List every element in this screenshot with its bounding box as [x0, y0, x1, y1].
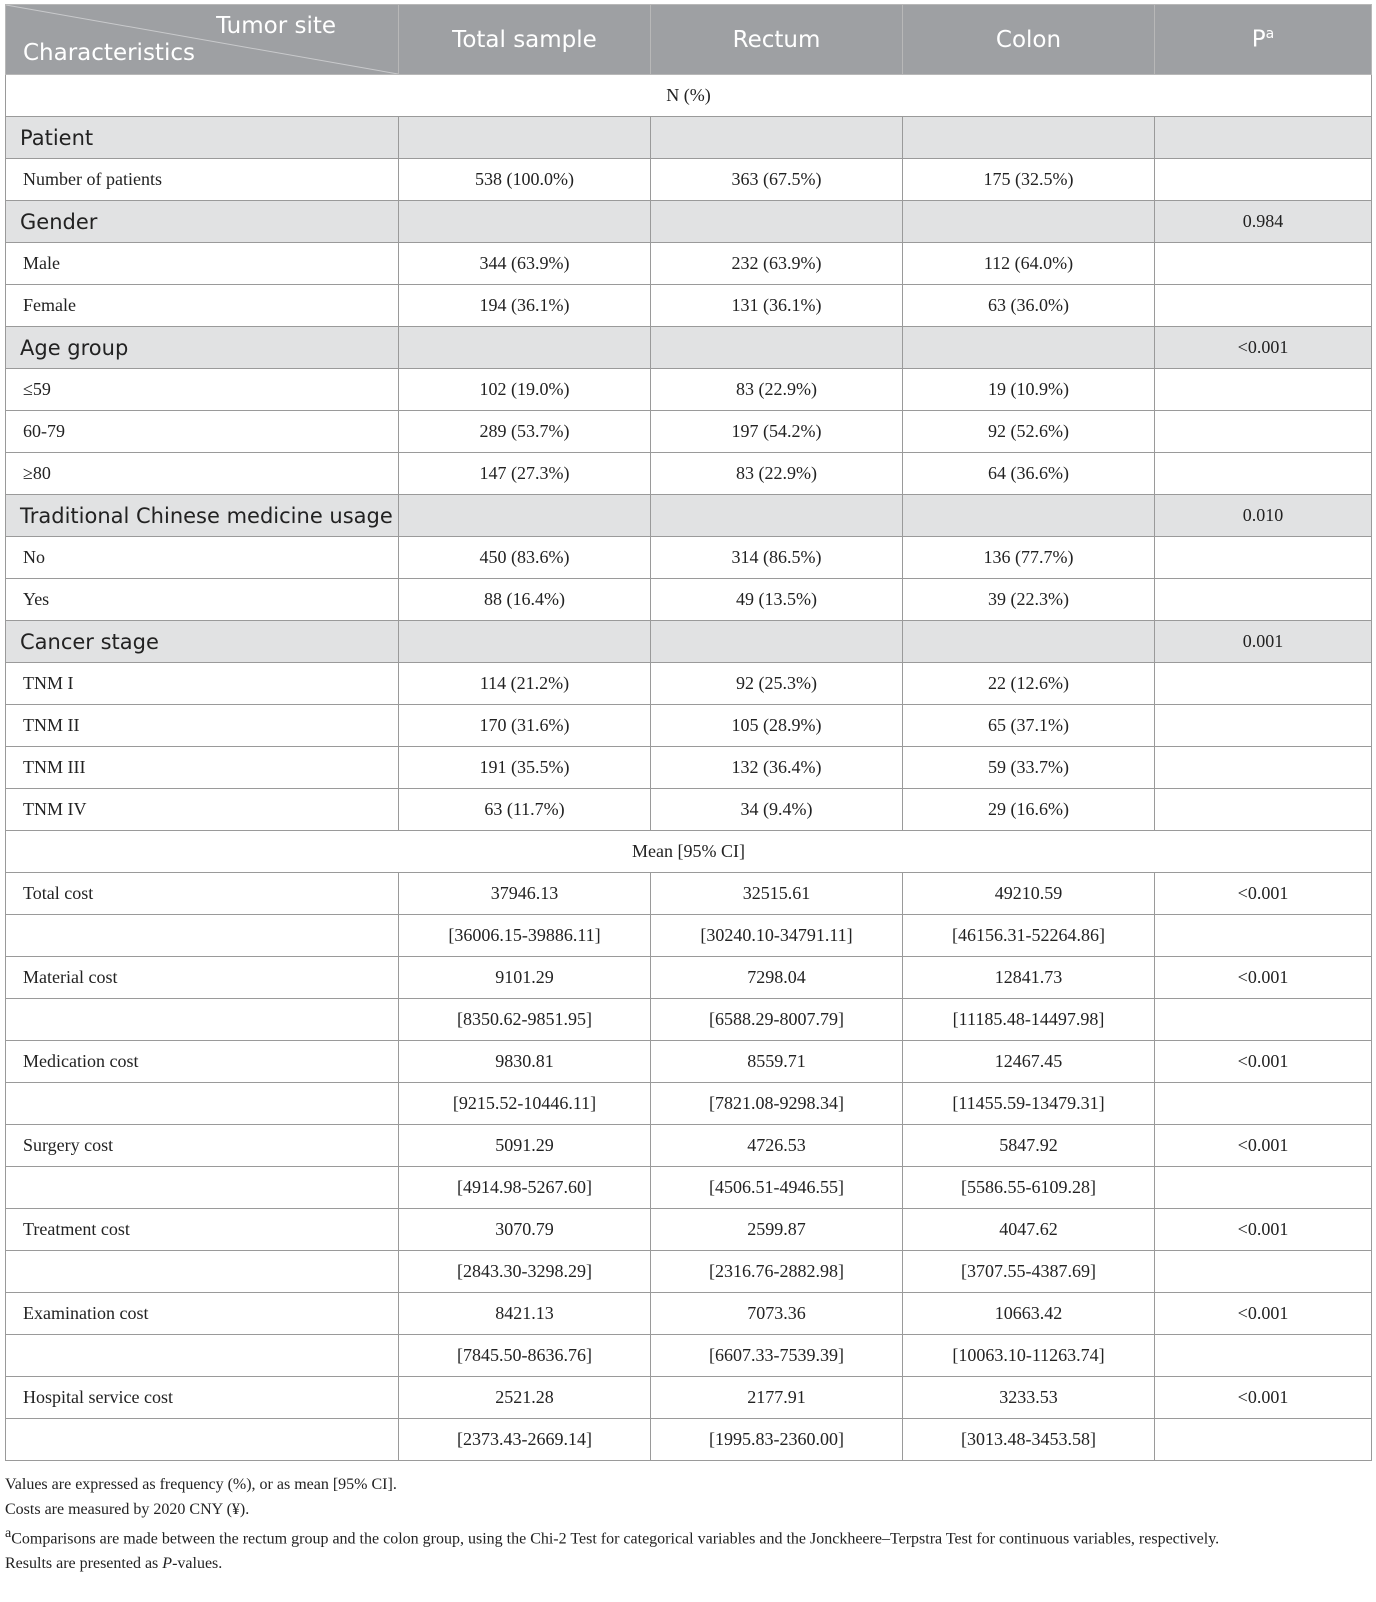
- rectum-mean-cell: 7073.36: [651, 1293, 903, 1335]
- table-row: [6, 579, 1372, 621]
- total-sample-cell: 450 (83.6%): [399, 537, 651, 579]
- colon-cell: 29 (16.6%): [903, 789, 1155, 831]
- table-row: [6, 285, 1372, 327]
- colon-cell: 112 (64.0%): [903, 243, 1155, 285]
- section-p-value: <0.001: [1155, 327, 1372, 369]
- rectum-ci-cell: [1995.83-2360.00]: [651, 1419, 903, 1461]
- footnote-values: Values are expressed as frequency (%), or as mean [95% CI].: [5, 1476, 397, 1493]
- section-header-tcm: [6, 495, 1372, 537]
- row-label: Male: [6, 243, 399, 285]
- row-label: ≤59: [6, 369, 399, 411]
- section-title: Patient: [6, 117, 399, 159]
- corner-header-tumor-site: Tumor site: [216, 13, 336, 39]
- footnote-results-pre: Results are presented as: [5, 1554, 163, 1572]
- footnote-superscript: a: [5, 1526, 12, 1541]
- mean-ci-row-cell: Mean [95% CI]: [6, 831, 1372, 873]
- section-rectum: [651, 621, 903, 663]
- cost-label: Material cost: [6, 957, 399, 999]
- total-mean-cell: 3070.79: [399, 1209, 651, 1251]
- cost-row: [6, 1209, 1372, 1251]
- footnote-results-post: -values.: [172, 1554, 223, 1572]
- rectum-cell: 92 (25.3%): [651, 663, 903, 705]
- footnote-comparisons: [5, 1522, 1371, 1552]
- section-title: Gender: [6, 201, 399, 243]
- p-value-cell: <0.001: [1155, 1293, 1372, 1335]
- colon-ci-cell: [11185.48-14497.98]: [903, 999, 1155, 1041]
- cost-ci-row: [6, 1167, 1372, 1209]
- cost-row: [6, 873, 1372, 915]
- section-p-value: [1155, 117, 1372, 159]
- cost-ci-row: [6, 1419, 1372, 1461]
- total-sample-cell: 344 (63.9%): [399, 243, 651, 285]
- table-row: [6, 411, 1372, 453]
- colon-ci-cell: [5586.55-6109.28]: [903, 1167, 1155, 1209]
- p-value-cell: [1155, 369, 1372, 411]
- ci-p-empty: [1155, 999, 1372, 1041]
- total-sample-cell: 147 (27.3%): [399, 453, 651, 495]
- p-value-cell: <0.001: [1155, 1377, 1372, 1419]
- total-ci-cell: [36006.15-39886.11]: [399, 915, 651, 957]
- colon-mean-cell: 12467.45: [903, 1041, 1155, 1083]
- total-sample-cell: 63 (11.7%): [399, 789, 651, 831]
- section-header-age: [6, 327, 1372, 369]
- rectum-ci-cell: [7821.08-9298.34]: [651, 1083, 903, 1125]
- n-percent-row: [6, 75, 1372, 117]
- rectum-mean-cell: 7298.04: [651, 957, 903, 999]
- colon-ci-cell: [46156.31-52264.86]: [903, 915, 1155, 957]
- rectum-mean-cell: 32515.61: [651, 873, 903, 915]
- cost-ci-row: [6, 1083, 1372, 1125]
- p-letter: P: [1251, 26, 1266, 53]
- column-header-colon: Colon: [903, 5, 1155, 75]
- p-value-cell: <0.001: [1155, 1041, 1372, 1083]
- footnote-results-italic: P: [162, 1554, 173, 1572]
- p-value-cell: [1155, 663, 1372, 705]
- total-sample-cell: 289 (53.7%): [399, 411, 651, 453]
- section-total: [399, 201, 651, 243]
- section-colon: [903, 201, 1155, 243]
- p-value-cell: [1155, 579, 1372, 621]
- total-mean-cell: 9101.29: [399, 957, 651, 999]
- colon-mean-cell: 4047.62: [903, 1209, 1155, 1251]
- cost-row: [6, 1041, 1372, 1083]
- colon-cell: 175 (32.5%): [903, 159, 1155, 201]
- total-ci-cell: [2843.30-3298.29]: [399, 1251, 651, 1293]
- row-label: 60-79: [6, 411, 399, 453]
- total-sample-cell: 538 (100.0%): [399, 159, 651, 201]
- total-ci-cell: [4914.98-5267.60]: [399, 1167, 651, 1209]
- total-mean-cell: 8421.13: [399, 1293, 651, 1335]
- section-title: Cancer stage: [6, 621, 399, 663]
- section-colon: [903, 495, 1155, 537]
- rectum-cell: 197 (54.2%): [651, 411, 903, 453]
- cost-label: Surgery cost: [6, 1125, 399, 1167]
- total-ci-cell: [2373.43-2669.14]: [399, 1419, 651, 1461]
- rectum-mean-cell: 8559.71: [651, 1041, 903, 1083]
- rectum-cell: 83 (22.9%): [651, 453, 903, 495]
- row-label: Yes: [6, 579, 399, 621]
- cost-ci-row: [6, 1335, 1372, 1377]
- corner-header-cell: [6, 5, 399, 75]
- p-value-cell: [1155, 705, 1372, 747]
- colon-cell: 63 (36.0%): [903, 285, 1155, 327]
- total-ci-cell: [7845.50-8636.76]: [399, 1335, 651, 1377]
- n-percent-row-cell: N (%): [6, 75, 1372, 117]
- section-header-stage: [6, 621, 1372, 663]
- ci-p-empty: [1155, 1419, 1372, 1461]
- rectum-ci-cell: [6588.29-8007.79]: [651, 999, 903, 1041]
- ci-label-empty: [6, 1167, 399, 1209]
- colon-mean-cell: 49210.59: [903, 873, 1155, 915]
- colon-ci-cell: [3707.55-4387.69]: [903, 1251, 1155, 1293]
- total-ci-cell: [8350.62-9851.95]: [399, 999, 651, 1041]
- p-value-cell: [1155, 411, 1372, 453]
- section-colon: [903, 621, 1155, 663]
- section-total: [399, 117, 651, 159]
- total-mean-cell: 37946.13: [399, 873, 651, 915]
- rectum-mean-cell: 2599.87: [651, 1209, 903, 1251]
- section-p-value: 0.010: [1155, 495, 1372, 537]
- total-ci-cell: [9215.52-10446.11]: [399, 1083, 651, 1125]
- p-value-cell: [1155, 243, 1372, 285]
- footnote-comparisons-text: Comparisons are made between the rectum group and the colon group, using the Chi-2 Test for categorical variables and the Jonckheere–Terpstra Test for continuous variables, respectively.: [11, 1530, 1220, 1548]
- characteristics-table: [5, 4, 1372, 1461]
- table-footnotes: [5, 1473, 1371, 1576]
- section-p-value: 0.984: [1155, 201, 1372, 243]
- colon-ci-cell: [10063.10-11263.74]: [903, 1335, 1155, 1377]
- rectum-ci-cell: [6607.33-7539.39]: [651, 1335, 903, 1377]
- table-row: [6, 663, 1372, 705]
- cost-label: Hospital service cost: [6, 1377, 399, 1419]
- section-total: [399, 621, 651, 663]
- rectum-mean-cell: 4726.53: [651, 1125, 903, 1167]
- section-colon: [903, 117, 1155, 159]
- p-value-cell: <0.001: [1155, 1209, 1372, 1251]
- p-value-cell: [1155, 159, 1372, 201]
- column-header-p-value: [1155, 5, 1372, 75]
- colon-ci-cell: [11455.59-13479.31]: [903, 1083, 1155, 1125]
- total-sample-cell: 102 (19.0%): [399, 369, 651, 411]
- section-rectum: [651, 327, 903, 369]
- cost-ci-row: [6, 1251, 1372, 1293]
- total-sample-cell: 191 (35.5%): [399, 747, 651, 789]
- data-table-container: [5, 4, 1371, 1461]
- section-title: Age group: [6, 327, 399, 369]
- table-row: [6, 747, 1372, 789]
- section-rectum: [651, 201, 903, 243]
- row-label: TNM IV: [6, 789, 399, 831]
- section-rectum: [651, 495, 903, 537]
- rectum-ci-cell: [4506.51-4946.55]: [651, 1167, 903, 1209]
- table-row: [6, 369, 1372, 411]
- colon-cell: 136 (77.7%): [903, 537, 1155, 579]
- corner-header-characteristics: Characteristics: [23, 40, 195, 66]
- mean-ci-row: [6, 831, 1372, 873]
- cost-row: [6, 1293, 1372, 1335]
- row-label: No: [6, 537, 399, 579]
- ci-label-empty: [6, 1083, 399, 1125]
- colon-mean-cell: 10663.42: [903, 1293, 1155, 1335]
- p-value-cell: [1155, 747, 1372, 789]
- p-value-cell: [1155, 453, 1372, 495]
- cost-row: [6, 1125, 1372, 1167]
- section-rectum: [651, 117, 903, 159]
- rectum-ci-cell: [2316.76-2882.98]: [651, 1251, 903, 1293]
- header-row: [6, 5, 1372, 75]
- colon-cell: 64 (36.6%): [903, 453, 1155, 495]
- table-row: [6, 789, 1372, 831]
- colon-cell: 59 (33.7%): [903, 747, 1155, 789]
- total-mean-cell: 2521.28: [399, 1377, 651, 1419]
- ci-p-empty: [1155, 1083, 1372, 1125]
- colon-mean-cell: 3233.53: [903, 1377, 1155, 1419]
- colon-mean-cell: 12841.73: [903, 957, 1155, 999]
- ci-label-empty: [6, 1335, 399, 1377]
- p-superscript: a: [1265, 26, 1275, 43]
- table-row: [6, 159, 1372, 201]
- total-sample-cell: 170 (31.6%): [399, 705, 651, 747]
- footnote-costs: Costs are measured by 2020 CNY (¥).: [5, 1500, 250, 1518]
- rectum-cell: 131 (36.1%): [651, 285, 903, 327]
- ci-label-empty: [6, 915, 399, 957]
- total-sample-cell: 114 (21.2%): [399, 663, 651, 705]
- row-label: Female: [6, 285, 399, 327]
- rectum-cell: 314 (86.5%): [651, 537, 903, 579]
- colon-cell: 22 (12.6%): [903, 663, 1155, 705]
- ci-p-empty: [1155, 915, 1372, 957]
- p-value-cell: [1155, 537, 1372, 579]
- table-row: [6, 537, 1372, 579]
- cost-label: Total cost: [6, 873, 399, 915]
- total-mean-cell: 5091.29: [399, 1125, 651, 1167]
- row-label: ≥80: [6, 453, 399, 495]
- colon-cell: 19 (10.9%): [903, 369, 1155, 411]
- cost-row: [6, 957, 1372, 999]
- total-sample-cell: 88 (16.4%): [399, 579, 651, 621]
- column-header-total-sample: Total sample: [399, 5, 651, 75]
- section-p-value: 0.001: [1155, 621, 1372, 663]
- table-body: [6, 75, 1372, 1461]
- table-row: [6, 705, 1372, 747]
- table-row: [6, 453, 1372, 495]
- rectum-cell: 34 (9.4%): [651, 789, 903, 831]
- section-total: [399, 327, 651, 369]
- cost-ci-row: [6, 999, 1372, 1041]
- p-value-cell: [1155, 285, 1372, 327]
- rectum-cell: 83 (22.9%): [651, 369, 903, 411]
- ci-p-empty: [1155, 1167, 1372, 1209]
- section-header-patient: [6, 117, 1372, 159]
- section-header-gender: [6, 201, 1372, 243]
- rectum-cell: 49 (13.5%): [651, 579, 903, 621]
- row-label: Number of patients: [6, 159, 399, 201]
- colon-ci-cell: [3013.48-3453.58]: [903, 1419, 1155, 1461]
- p-value-cell: [1155, 789, 1372, 831]
- rectum-ci-cell: [30240.10-34791.11]: [651, 915, 903, 957]
- row-label: TNM III: [6, 747, 399, 789]
- ci-label-empty: [6, 999, 399, 1041]
- row-label: TNM I: [6, 663, 399, 705]
- section-title: Traditional Chinese medicine usage: [6, 495, 399, 537]
- table-row: [6, 243, 1372, 285]
- total-sample-cell: 194 (36.1%): [399, 285, 651, 327]
- footnote-results: [5, 1552, 1371, 1577]
- p-value-cell: <0.001: [1155, 957, 1372, 999]
- section-total: [399, 495, 651, 537]
- cost-label: Medication cost: [6, 1041, 399, 1083]
- ci-label-empty: [6, 1251, 399, 1293]
- rectum-mean-cell: 2177.91: [651, 1377, 903, 1419]
- p-value-cell: <0.001: [1155, 1125, 1372, 1167]
- total-mean-cell: 9830.81: [399, 1041, 651, 1083]
- rectum-cell: 105 (28.9%): [651, 705, 903, 747]
- rectum-cell: 132 (36.4%): [651, 747, 903, 789]
- rectum-cell: 363 (67.5%): [651, 159, 903, 201]
- colon-cell: 39 (22.3%): [903, 579, 1155, 621]
- ci-label-empty: [6, 1419, 399, 1461]
- cost-row: [6, 1377, 1372, 1419]
- ci-p-empty: [1155, 1335, 1372, 1377]
- cost-label: Examination cost: [6, 1293, 399, 1335]
- column-header-rectum: Rectum: [651, 5, 903, 75]
- row-label: TNM II: [6, 705, 399, 747]
- cost-ci-row: [6, 915, 1372, 957]
- cost-label: Treatment cost: [6, 1209, 399, 1251]
- p-value-cell: <0.001: [1155, 873, 1372, 915]
- colon-mean-cell: 5847.92: [903, 1125, 1155, 1167]
- colon-cell: 92 (52.6%): [903, 411, 1155, 453]
- ci-p-empty: [1155, 1251, 1372, 1293]
- section-colon: [903, 327, 1155, 369]
- colon-cell: 65 (37.1%): [903, 705, 1155, 747]
- rectum-cell: 232 (63.9%): [651, 243, 903, 285]
